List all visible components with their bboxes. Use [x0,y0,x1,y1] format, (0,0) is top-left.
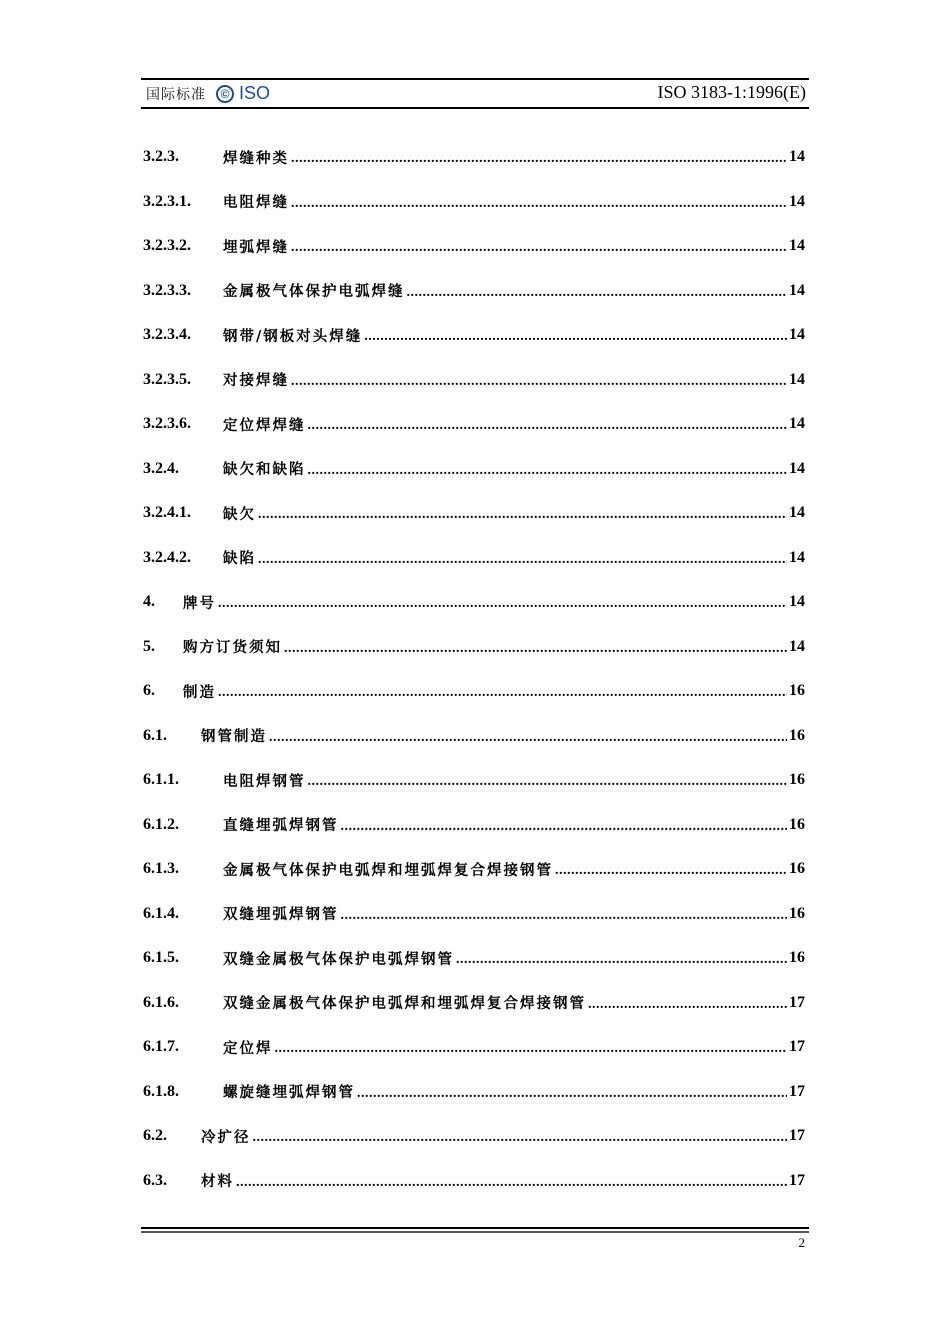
toc-entry-title: 焊缝种类 [223,149,289,167]
toc-entry-number: 6.1.1. [143,771,179,789]
toc-entry-page: 16 [789,771,805,789]
toc-entry-title: 钢管制造 [201,728,267,746]
toc-entry-page: 17 [789,1171,805,1189]
copyright-icon: © [216,85,234,103]
toc-dot-leader [364,327,787,345]
toc-entry-number: 3.2.3.4. [143,326,191,344]
toc-dot-leader [236,1173,787,1191]
toc-dot-leader [308,416,788,434]
toc-entry-number: 3.2.4.1. [143,504,191,522]
toc-dot-leader [258,550,787,568]
toc-entry[interactable] [143,580,805,625]
toc-entry[interactable] [143,1070,805,1115]
toc-entry-number: 4. [143,593,155,611]
toc-entry-page: 16 [789,815,805,833]
toc-entry-page: 14 [789,637,805,655]
table-of-contents [143,135,805,1203]
toc-entry-title: 牌号 [183,594,216,612]
toc-entry-page: 14 [789,237,805,255]
toc-dot-leader [275,1039,788,1057]
toc-entry-number: 6.1.4. [143,904,179,922]
toc-dot-leader [284,639,787,657]
toc-entry-title: 电阻焊缝 [223,194,289,212]
toc-entry[interactable] [143,224,805,269]
header-top-rule [141,78,809,80]
toc-entry-title: 双缝金属极气体保护电弧焊钢管 [223,950,454,968]
toc-entry-page: 14 [789,548,805,566]
toc-entry-number: 6.1.2. [143,815,179,833]
toc-entry-title: 材料 [201,1173,234,1191]
toc-entry-page: 14 [789,504,805,522]
toc-dot-leader [357,1084,787,1102]
toc-dot-leader [258,505,787,523]
toc-entry-number: 6.1.7. [143,1038,179,1056]
page-footer [141,1227,809,1250]
toc-entry[interactable] [143,1159,805,1204]
toc-entry-page: 16 [789,726,805,744]
toc-entry[interactable] [143,625,805,670]
toc-entry-title: 定位焊焊缝 [223,416,306,434]
toc-entry-number: 3.2.3.3. [143,281,191,299]
page-header [141,78,809,108]
toc-entry[interactable] [143,135,805,180]
standard-number: ISO 3183-1:1996(E) [657,82,806,102]
toc-entry-number: 3.2.3. [143,148,179,166]
toc-dot-leader [341,906,788,924]
toc-entry-page: 16 [789,860,805,878]
toc-entry-title: 电阻焊钢管 [223,772,306,790]
toc-entry-title: 冷扩径 [201,1128,251,1146]
toc-entry[interactable] [143,269,805,314]
footer-rule [141,1227,809,1229]
toc-entry[interactable] [143,313,805,358]
toc-entry-number: 6.3. [143,1171,167,1189]
toc-dot-leader [308,461,788,479]
toc-entry-page: 14 [789,370,805,388]
toc-entry-number: 6.1.6. [143,993,179,1011]
toc-entry-title: 缺欠和缺陷 [223,461,306,479]
toc-entry[interactable] [143,358,805,403]
toc-dot-leader [291,372,787,390]
toc-entry[interactable] [143,936,805,981]
toc-entry-page: 14 [789,415,805,433]
toc-entry-page: 14 [789,281,805,299]
header-bottom-rule [141,107,809,109]
toc-entry-page: 17 [789,1082,805,1100]
toc-dot-leader [218,683,787,701]
toc-entry-title: 金属极气体保护电弧焊缝 [223,283,405,301]
toc-entry[interactable] [143,892,805,937]
toc-dot-leader [341,817,788,835]
toc-entry[interactable] [143,847,805,892]
toc-entry[interactable] [143,447,805,492]
toc-entry-page: 14 [789,148,805,166]
toc-entry-title: 双缝金属极气体保护电弧焊和埋弧焊复合焊接钢管 [223,995,586,1013]
toc-entry-title: 制造 [183,683,216,701]
toc-entry[interactable] [143,758,805,803]
toc-entry-title: 缺欠 [223,505,256,523]
toc-dot-leader [291,149,787,167]
footer-rule-double [141,1231,809,1233]
toc-entry-number: 3.2.4.2. [143,548,191,566]
toc-entry-page: 16 [789,904,805,922]
toc-entry-title: 双缝埋弧焊钢管 [223,906,339,924]
toc-entry-number: 3.2.4. [143,459,179,477]
toc-dot-leader [588,995,787,1013]
toc-entry[interactable] [143,1025,805,1070]
toc-entry-title: 定位焊 [223,1039,273,1057]
toc-entry-number: 3.2.3.6. [143,415,191,433]
toc-entry-number: 3.2.3.1. [143,192,191,210]
iso-logo [216,83,270,104]
toc-entry-title: 钢带/钢板对头焊缝 [223,327,363,345]
toc-dot-leader [269,728,787,746]
toc-entry[interactable] [143,180,805,225]
toc-entry[interactable] [143,803,805,848]
toc-dot-leader [456,950,787,968]
international-standard-label: 国际标准 [146,86,206,103]
toc-entry-page: 17 [789,1038,805,1056]
toc-entry-title: 螺旋缝埋弧焊钢管 [223,1084,355,1102]
toc-entry-title: 埋弧焊缝 [223,238,289,256]
toc-entry-page: 16 [789,682,805,700]
toc-dot-leader [291,194,787,212]
toc-dot-leader [407,283,788,301]
toc-entry-page: 14 [789,459,805,477]
toc-entry-number: 6.1.3. [143,860,179,878]
toc-entry-title: 对接焊缝 [223,372,289,390]
toc-entry[interactable] [143,1114,805,1159]
toc-entry[interactable] [143,402,805,447]
toc-entry[interactable] [143,536,805,581]
toc-entry[interactable] [143,981,805,1026]
toc-entry-number: 5. [143,637,155,655]
toc-entry-number: 6.1.8. [143,1082,179,1100]
toc-entry-page: 17 [789,993,805,1011]
toc-dot-leader [291,238,787,256]
toc-dot-leader [218,594,787,612]
iso-logo-text: ISO [239,83,271,103]
header-left [146,83,270,104]
toc-entry-page: 14 [789,593,805,611]
page-number: 2 [798,1235,805,1250]
toc-entry-page: 17 [789,1127,805,1145]
toc-entry-title: 购方订货须知 [183,639,282,657]
toc-entry-page: 14 [789,326,805,344]
toc-entry-number: 6.1. [143,726,167,744]
toc-entry-page: 14 [789,192,805,210]
toc-entry[interactable] [143,491,805,536]
toc-entry[interactable] [143,669,805,714]
toc-entry-number: 6.2. [143,1127,167,1145]
toc-entry-number: 3.2.3.5. [143,370,191,388]
toc-entry-title: 缺陷 [223,550,256,568]
toc-dot-leader [253,1128,788,1146]
toc-dot-leader [555,861,787,879]
toc-entry-page: 16 [789,949,805,967]
toc-entry-number: 3.2.3.2. [143,237,191,255]
toc-entry-title: 直缝埋弧焊钢管 [223,817,339,835]
toc-entry-title: 金属极气体保护电弧焊和埋弧焊复合焊接钢管 [223,861,553,879]
toc-dot-leader [308,772,788,790]
toc-entry-number: 6. [143,682,155,700]
toc-entry-number: 6.1.5. [143,949,179,967]
toc-entry[interactable] [143,714,805,759]
